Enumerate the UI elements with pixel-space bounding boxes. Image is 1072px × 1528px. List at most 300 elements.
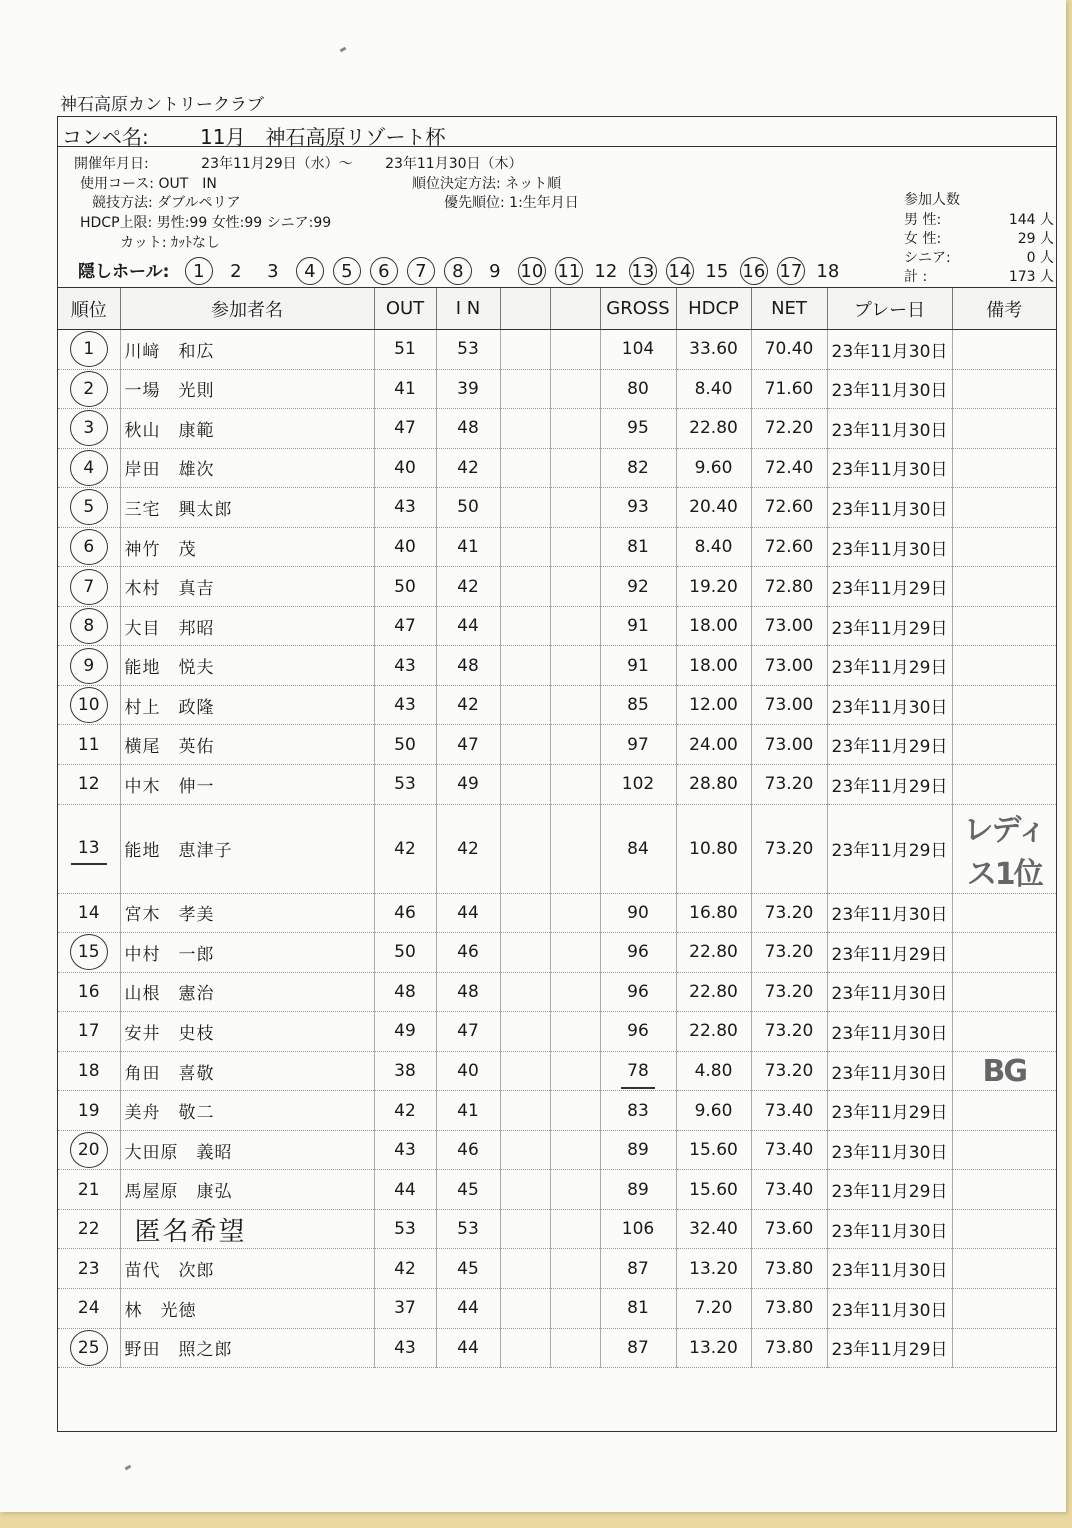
table-row	[58, 1328, 1056, 1368]
hdcp-value: 12.00	[676, 685, 751, 725]
participants-label: 男 性:	[904, 212, 942, 228]
out-score: 44	[374, 1170, 436, 1210]
net-score: 70.40	[751, 330, 827, 370]
rank-cell	[58, 448, 120, 488]
hdcp-value: 15.60	[676, 1170, 751, 1210]
gross-score	[600, 765, 676, 805]
gross-value: 89	[627, 1140, 649, 1161]
rank-cell	[58, 1051, 120, 1091]
play-date: 23年11月30日	[827, 330, 952, 370]
net-score: 73.20	[751, 1012, 827, 1052]
gross-value: 96	[627, 1021, 649, 1042]
gross-score	[600, 1012, 676, 1052]
in-score: 49	[436, 765, 500, 805]
rank-method-label: 順位決定方法:	[412, 176, 501, 192]
out-score: 40	[374, 448, 436, 488]
gross-value: 81	[627, 1298, 649, 1319]
rank-value: 7	[70, 569, 108, 605]
hidden-hole: 10	[518, 257, 546, 285]
in-score: 48	[436, 972, 500, 1012]
rank-method-value: ネット順	[505, 176, 562, 192]
remarks	[952, 725, 1056, 765]
hdcp-value: 20.40	[676, 488, 751, 528]
table-row	[58, 567, 1056, 607]
remarks: BG	[952, 1051, 1056, 1091]
rank-cell	[58, 606, 120, 646]
empty-cell	[550, 933, 600, 973]
column-header: 参加者名	[120, 288, 374, 330]
gross-score	[600, 1328, 676, 1368]
rank-value: 18	[77, 1061, 100, 1082]
gross-value: 96	[627, 981, 649, 1002]
net-score: 72.20	[751, 409, 827, 449]
out-score: 48	[374, 972, 436, 1012]
rank-cell	[58, 1209, 120, 1249]
play-date: 23年11月30日	[827, 1209, 952, 1249]
gross-value: 87	[627, 1337, 649, 1358]
cut-info	[120, 232, 220, 252]
gross-value: 91	[627, 616, 649, 637]
play-date: 23年11月30日	[827, 1012, 952, 1052]
play-date: 23年11月29日	[827, 1170, 952, 1210]
rank-cell	[58, 972, 120, 1012]
participant-name: 大田原 義昭	[120, 1130, 374, 1170]
empty-cell	[550, 567, 600, 607]
rank-value: 6	[70, 529, 108, 565]
empty-cell	[550, 685, 600, 725]
remarks	[952, 893, 1056, 933]
remarks	[952, 1012, 1056, 1052]
gross-score	[600, 369, 676, 409]
play-date: 23年11月29日	[827, 804, 952, 893]
gross-score	[600, 488, 676, 528]
participants-row	[904, 266, 1054, 285]
priority-label: 優先順位:	[444, 195, 505, 211]
gross-score	[600, 804, 676, 893]
hidden-holes-label: 隠しホール:	[78, 262, 170, 282]
participants-label: シニア:	[904, 250, 951, 266]
empty-cell	[500, 893, 550, 933]
empty-cell	[550, 1209, 600, 1249]
empty-cell	[500, 606, 550, 646]
table-row	[58, 1051, 1056, 1091]
rank-value: 15	[70, 934, 108, 970]
competition-name: 11月 神石高原リゾート杯	[200, 125, 446, 149]
out-score: 43	[374, 488, 436, 528]
hdcp-value: 28.80	[676, 765, 751, 805]
participant-name: 横尾 英佑	[120, 725, 374, 765]
play-date: 23年11月29日	[827, 1328, 952, 1368]
column-header	[500, 288, 550, 330]
net-score: 73.20	[751, 893, 827, 933]
net-score: 72.60	[751, 488, 827, 528]
rank-cell	[58, 893, 120, 933]
rank-cell	[58, 1130, 120, 1170]
rank-value: 19	[77, 1100, 100, 1121]
out-score: 46	[374, 893, 436, 933]
net-score: 73.20	[751, 804, 827, 893]
gross-score	[600, 1289, 676, 1329]
out-score: 37	[374, 1289, 436, 1329]
empty-cell	[500, 1289, 550, 1329]
table-row	[58, 1249, 1056, 1289]
table-row	[58, 488, 1056, 528]
participants-row	[904, 209, 1054, 228]
in-score: 42	[436, 685, 500, 725]
play-date: 23年11月30日	[827, 685, 952, 725]
gross-score	[600, 893, 676, 933]
out-score: 53	[374, 765, 436, 805]
hdcp-value: 22.80	[676, 972, 751, 1012]
competition-row	[58, 117, 1056, 147]
participant-name: 苗代 次郎	[120, 1249, 374, 1289]
out-score: 50	[374, 725, 436, 765]
format-label: 競技方法:	[92, 195, 153, 211]
gross-value: 96	[627, 942, 649, 963]
table-row	[58, 1012, 1056, 1052]
net-score: 73.40	[751, 1130, 827, 1170]
hdcp-value: 16.80	[676, 893, 751, 933]
course-label: 使用コース:	[80, 176, 155, 192]
participants-summary	[904, 189, 1054, 285]
table-row	[58, 765, 1056, 805]
empty-cell	[550, 804, 600, 893]
participants-row	[904, 247, 1054, 266]
in-score: 47	[436, 1012, 500, 1052]
out-score: 41	[374, 369, 436, 409]
table-row	[58, 330, 1056, 370]
empty-cell	[550, 725, 600, 765]
hidden-hole: 6	[370, 257, 398, 285]
hdcp-value: 13.20	[676, 1328, 751, 1368]
hidden-hole: 2	[230, 261, 242, 282]
out-score: 42	[374, 804, 436, 893]
hidden-hole: 8	[444, 257, 472, 285]
empty-cell	[550, 448, 600, 488]
empty-cell	[500, 1328, 550, 1368]
in-score: 45	[436, 1170, 500, 1210]
play-date: 23年11月29日	[827, 725, 952, 765]
play-date: 23年11月30日	[827, 488, 952, 528]
empty-cell	[500, 1209, 550, 1249]
remarks	[952, 1130, 1056, 1170]
remarks	[952, 1170, 1056, 1210]
hidden-hole: 13	[629, 257, 657, 285]
participant-name: 馬屋原 康弘	[120, 1170, 374, 1210]
empty-cell	[500, 369, 550, 409]
remarks	[952, 1209, 1056, 1249]
empty-cell	[500, 1170, 550, 1210]
participant-name: 安井 史枝	[120, 1012, 374, 1052]
gross-score	[600, 1091, 676, 1131]
table-row	[58, 972, 1056, 1012]
in-score: 44	[436, 606, 500, 646]
table-row	[58, 1091, 1056, 1131]
in-score: 44	[436, 1328, 500, 1368]
empty-cell	[550, 765, 600, 805]
gross-value: 93	[627, 497, 649, 518]
net-score: 73.80	[751, 1289, 827, 1329]
net-score: 73.20	[751, 933, 827, 973]
hidden-hole: 4	[296, 257, 324, 285]
format-value: ダブルペリア	[157, 195, 241, 211]
play-date: 23年11月30日	[827, 1130, 952, 1170]
gross-score	[600, 1170, 676, 1210]
table-row	[58, 606, 1056, 646]
table-row	[58, 527, 1056, 567]
hdcp-value: 22.80	[676, 1012, 751, 1052]
participant-name: 野田 照之郎	[120, 1328, 374, 1368]
out-score: 42	[374, 1091, 436, 1131]
gross-value: 97	[627, 734, 649, 755]
table-row	[58, 1209, 1056, 1249]
participant-name: 山根 憲治	[120, 972, 374, 1012]
rank-cell	[58, 409, 120, 449]
gross-value: 104	[621, 339, 655, 360]
table-row	[58, 369, 1056, 409]
net-score: 73.40	[751, 1091, 827, 1131]
rank-value: 25	[70, 1330, 108, 1366]
hdcp-value: 33.60	[676, 330, 751, 370]
empty-cell	[550, 1170, 600, 1210]
net-score: 73.20	[751, 1051, 827, 1091]
participant-name: 匿名希望	[120, 1209, 374, 1249]
hidden-hole: 3	[267, 261, 279, 282]
empty-cell	[500, 567, 550, 607]
empty-cell	[550, 1130, 600, 1170]
hdcp-value: 9.60	[676, 1091, 751, 1131]
empty-cell	[550, 488, 600, 528]
rank-cell	[58, 1289, 120, 1329]
empty-cell	[550, 1051, 600, 1091]
rank-value: 2	[70, 371, 108, 407]
participant-name: 神竹 茂	[120, 527, 374, 567]
gross-score	[600, 972, 676, 1012]
empty-cell	[550, 646, 600, 686]
rank-cell	[58, 1170, 120, 1210]
remarks	[952, 646, 1056, 686]
net-score: 73.00	[751, 646, 827, 686]
column-header: プレー日	[827, 288, 952, 330]
remarks	[952, 330, 1056, 370]
hdcp-value: 7.20	[676, 1289, 751, 1329]
hidden-hole: 1	[185, 257, 213, 285]
in-score: 46	[436, 1130, 500, 1170]
empty-cell	[500, 448, 550, 488]
rank-value: 3	[70, 410, 108, 446]
play-date: 23年11月30日	[827, 1289, 952, 1329]
participants-title: 参加人数	[904, 192, 960, 208]
rank-cell	[58, 567, 120, 607]
date-label: 開催年月日:	[74, 156, 149, 172]
gross-value: 106	[621, 1219, 655, 1240]
out-score: 51	[374, 330, 436, 370]
gross-score	[600, 606, 676, 646]
rank-cell	[58, 330, 120, 370]
empty-cell	[500, 527, 550, 567]
rank-value: 8	[70, 608, 108, 644]
net-score: 72.40	[751, 448, 827, 488]
play-date: 23年11月29日	[827, 606, 952, 646]
in-score: 48	[436, 409, 500, 449]
empty-cell	[550, 1091, 600, 1131]
gross-score	[600, 567, 676, 607]
participant-name: 美舟 敬二	[120, 1091, 374, 1131]
gross-value: 95	[627, 418, 649, 439]
net-score: 72.60	[751, 527, 827, 567]
out-score: 43	[374, 646, 436, 686]
out-score: 50	[374, 567, 436, 607]
out-score: 43	[374, 685, 436, 725]
column-header: OUT	[374, 288, 436, 330]
hdcp-value: 15.60	[676, 1130, 751, 1170]
empty-cell	[500, 409, 550, 449]
gross-value: 78	[621, 1061, 655, 1089]
out-score: 43	[374, 1130, 436, 1170]
empty-cell	[500, 1130, 550, 1170]
gross-value: 84	[627, 838, 649, 859]
play-date: 23年11月29日	[827, 1091, 952, 1131]
gross-value: 89	[627, 1179, 649, 1200]
course-value: OUT IN	[158, 176, 217, 192]
remarks	[952, 972, 1056, 1012]
in-score: 48	[436, 646, 500, 686]
gross-value: 102	[621, 774, 655, 795]
participants-label: 女 性:	[904, 231, 942, 247]
remarks	[952, 1289, 1056, 1329]
in-score: 53	[436, 330, 500, 370]
rank-value: 5	[70, 489, 108, 525]
play-date: 23年11月30日	[827, 972, 952, 1012]
cut-value: ｶｯﾄなし	[171, 235, 221, 251]
participant-name: 村上 政隆	[120, 685, 374, 725]
remarks	[952, 448, 1056, 488]
participants-value: 29 人	[1017, 231, 1054, 247]
rank-cell	[58, 1012, 120, 1052]
gross-score	[600, 527, 676, 567]
participant-name: 秋山 康範	[120, 409, 374, 449]
play-date: 23年11月30日	[827, 527, 952, 567]
empty-cell	[500, 1012, 550, 1052]
empty-cell	[550, 330, 600, 370]
out-score: 49	[374, 1012, 436, 1052]
hdcp-value: 8.40	[676, 527, 751, 567]
out-score: 47	[374, 409, 436, 449]
rank-cell	[58, 1328, 120, 1368]
remarks	[952, 933, 1056, 973]
gross-score	[600, 1249, 676, 1289]
gross-value: 85	[627, 695, 649, 716]
gross-value: 90	[627, 902, 649, 923]
remarks	[952, 527, 1056, 567]
hidden-hole: 5	[333, 257, 361, 285]
empty-cell	[500, 804, 550, 893]
participant-name: 大目 邦昭	[120, 606, 374, 646]
empty-cell	[550, 1328, 600, 1368]
participant-name: 中木 伸一	[120, 765, 374, 805]
hdcp-value: 男性:99 女性:99 シニア:99	[156, 215, 332, 231]
priority-info	[444, 192, 579, 212]
rank-cell	[58, 369, 120, 409]
remarks	[952, 765, 1056, 805]
hidden-hole: 9	[489, 261, 501, 282]
rank-value: 12	[77, 774, 100, 795]
rank-value: 20	[70, 1132, 108, 1168]
table-row	[58, 893, 1056, 933]
in-score: 39	[436, 369, 500, 409]
table-row	[58, 725, 1056, 765]
in-score: 50	[436, 488, 500, 528]
empty-cell	[500, 488, 550, 528]
empty-cell	[500, 725, 550, 765]
column-header: I N	[436, 288, 500, 330]
remarks	[952, 488, 1056, 528]
gross-score	[600, 409, 676, 449]
hdcp-value: 18.00	[676, 606, 751, 646]
table-row	[58, 646, 1056, 686]
remarks	[952, 1249, 1056, 1289]
format-info	[92, 192, 241, 212]
table-row	[58, 933, 1056, 973]
gross-score	[600, 1130, 676, 1170]
results-frame	[57, 116, 1057, 1432]
paper-mark	[340, 47, 347, 53]
in-score: 42	[436, 448, 500, 488]
net-score: 73.20	[751, 972, 827, 1012]
play-date: 23年11月30日	[827, 369, 952, 409]
hidden-hole: 11	[555, 257, 583, 285]
empty-cell	[500, 972, 550, 1012]
rank-cell	[58, 488, 120, 528]
in-score: 41	[436, 527, 500, 567]
net-score: 73.20	[751, 765, 827, 805]
gross-score	[600, 725, 676, 765]
table-row	[58, 448, 1056, 488]
table-row	[58, 409, 1056, 449]
rank-cell	[58, 685, 120, 725]
net-score: 73.00	[751, 725, 827, 765]
hdcp-value: 19.20	[676, 567, 751, 607]
paper-mark	[125, 1465, 132, 1471]
gross-score	[600, 448, 676, 488]
gross-value: 81	[627, 537, 649, 557]
rank-value: 17	[77, 1021, 100, 1042]
in-score: 42	[436, 567, 500, 607]
hidden-hole: 17	[777, 257, 805, 285]
rank-cell	[58, 527, 120, 567]
hidden-hole: 12	[594, 261, 618, 282]
remarks	[952, 409, 1056, 449]
club-name: 神石高原カントリークラブ	[60, 95, 264, 115]
rank-cell	[58, 1091, 120, 1131]
in-score: 40	[436, 1051, 500, 1091]
rank-cell	[58, 646, 120, 686]
empty-cell	[550, 972, 600, 1012]
rank-cell	[58, 804, 120, 893]
rank-cell	[58, 933, 120, 973]
participant-name: 一場 光則	[120, 369, 374, 409]
play-date: 23年11月29日	[827, 765, 952, 805]
priority-value: 1:生年月日	[509, 195, 579, 211]
net-score: 73.60	[751, 1209, 827, 1249]
rank-value: 23	[77, 1258, 100, 1279]
gross-value: 80	[627, 378, 649, 399]
participants-value: 173 人	[1008, 269, 1054, 285]
hdcp-value: 10.80	[676, 804, 751, 893]
participant-name: 三宅 興太郎	[120, 488, 374, 528]
rank-value: 9	[70, 648, 108, 684]
hdcp-label: HDCP上限:	[80, 215, 153, 231]
